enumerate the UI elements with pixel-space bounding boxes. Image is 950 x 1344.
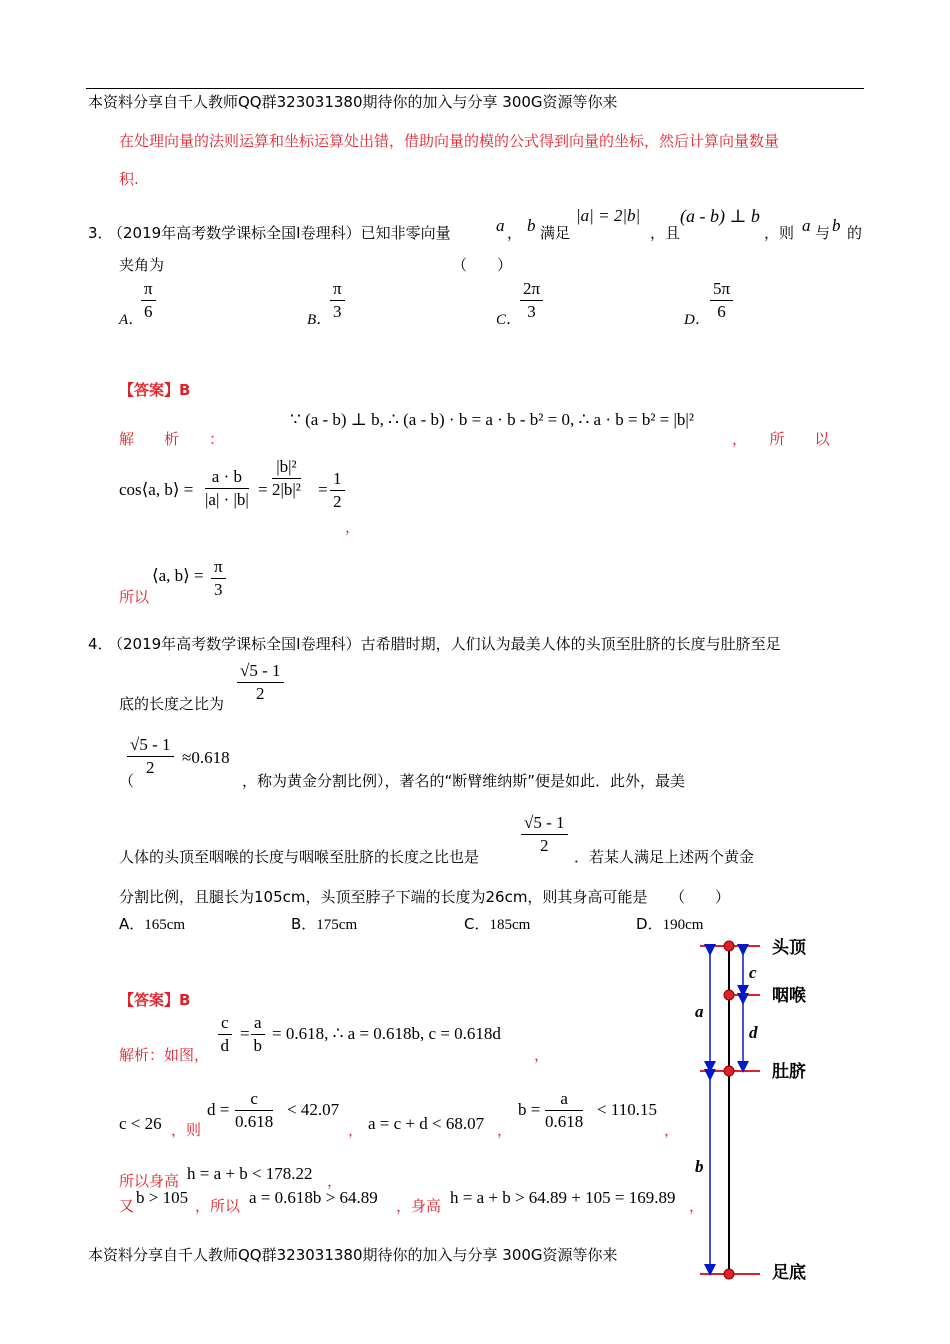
q3-var-b2: b — [832, 216, 841, 235]
option-label: D． — [684, 312, 710, 328]
label-b: b — [695, 1157, 704, 1176]
q4-paren-open: （ — [119, 772, 135, 790]
label-navel: 肚脐 — [772, 1062, 806, 1082]
q3-paren: （ ） — [452, 256, 513, 274]
fraction-denominator: |a| · |b| — [205, 490, 249, 509]
fraction-numerator: c — [235, 1088, 273, 1111]
q4-row4-end: ， — [689, 1197, 705, 1215]
q4-row4-you: 又 — [119, 1197, 135, 1215]
q4-line-2: 底的长度之比为 — [119, 695, 225, 713]
note-line-2: 积. — [119, 170, 139, 188]
q3-then: ，则 — [764, 224, 795, 242]
q4-analysis-label: 解析：如图， — [119, 1046, 210, 1064]
fraction-denominator: 2 — [333, 492, 342, 511]
q4-row2-a: a = c + d < 68.07 — [368, 1114, 485, 1133]
option-label: B． — [291, 915, 317, 933]
q4-row3-expr: h = a + b < 178.22 — [187, 1164, 313, 1183]
q4-line-5: 分割比例，且腿长为105cm，头顶至脖子下端的长度为26cm，则其身高可能是 （ ） — [119, 888, 730, 906]
q3-angle-fraction — [211, 556, 226, 601]
q3-angle-of: 的 — [847, 224, 863, 242]
q3-option-d-value — [710, 278, 733, 323]
option-label: A． — [119, 312, 144, 328]
page-footer: 本资料分享自千人教师QQ群323031380期待你的加入与分享 300G资源等你来 — [88, 1246, 618, 1264]
fraction-denominator: 3 — [214, 580, 223, 599]
q4-row3-label: 所以身高 — [119, 1172, 180, 1190]
throat-point — [724, 990, 734, 1000]
fraction-denominator: 0.618 — [545, 1112, 584, 1131]
q3-option-b[interactable] — [307, 308, 331, 329]
q4-line-1: （2019年高考数学课标全国Ⅰ卷理科）古希腊时期，人们认为最美人体的头顶至肚脐的长度与肚脐至足 — [108, 635, 781, 653]
label-d: d — [749, 1023, 758, 1042]
label-sole: 足底 — [772, 1263, 806, 1283]
q4-line-3: ，称为黄金分割比例），著名的“断臂维纳斯”便是如此．此外，最美 — [242, 772, 686, 790]
fraction-denominator: b — [253, 1036, 263, 1055]
q4-row2-sep-3: ， — [664, 1121, 680, 1139]
header-rule — [86, 88, 864, 89]
q4-option-b[interactable] — [291, 913, 357, 934]
q3-option-a-value — [141, 278, 156, 323]
q3-option-d[interactable] — [684, 308, 710, 329]
fraction-numerator: 5π — [710, 278, 733, 301]
q3-option-c[interactable] — [496, 308, 521, 329]
fraction-denominator: 2 — [256, 684, 265, 703]
q3-angle-lhs: ⟨a, b⟩ = — [152, 566, 204, 585]
q3-cos-fraction-2 — [272, 456, 301, 501]
option-label: C． — [464, 915, 490, 933]
label-throat: 咽喉 — [772, 986, 806, 1006]
sole-point — [724, 1269, 734, 1279]
fraction-numerator: √5 - 1 — [127, 734, 174, 757]
q4-option-c[interactable] — [464, 913, 530, 934]
q4-eq: = — [240, 1024, 250, 1043]
q4-row2-d-lhs: d = — [207, 1100, 230, 1119]
q4-row3-end: ， — [327, 1172, 343, 1190]
page-header: 本资料分享自千人教师QQ群323031380期待你的加入与分享 300G资源等你来 — [88, 93, 618, 111]
q4-row2-d-fraction — [235, 1088, 273, 1133]
q3-analysis-label: 解 析 ： — [119, 430, 225, 448]
q3-stem: （2019年高考数学课标全国Ⅰ卷理科）已知非零向量 — [108, 224, 451, 242]
fraction-numerator: 2π — [520, 278, 543, 301]
q3-option-a[interactable] — [119, 308, 143, 329]
q3-satisfy: 满足 — [540, 224, 571, 242]
q3-comma: ， — [507, 224, 523, 242]
option-value: 175cm — [316, 917, 358, 933]
q4-golden-ratio-2 — [127, 734, 174, 779]
option-label: C． — [496, 312, 522, 328]
q4-row2-b-rhs: < 110.15 — [597, 1100, 657, 1119]
fraction-numerator: a — [251, 1012, 265, 1035]
q3-analysis-formula: ∵ (a - b) ⊥ b, ∴ (a - b) · b = a · b - b² = 0, ∴ a · b = b² = |b|² — [290, 410, 694, 429]
fraction-denominator: d — [220, 1036, 230, 1055]
q3-option-b-value — [330, 278, 345, 323]
fraction-numerator: |b|² — [272, 456, 301, 479]
q4-number: 4． — [88, 635, 113, 653]
q4-row2-ze: ，则 — [171, 1121, 202, 1139]
golden-ratio-figure — [660, 930, 860, 1290]
q4-row2-d-rhs: < 42.07 — [287, 1100, 340, 1119]
q3-condition-1: |a| = 2|b| — [576, 206, 641, 225]
q4-row2-c: c < 26 — [119, 1114, 162, 1133]
option-label: A． — [119, 915, 145, 933]
fraction-denominator: 3 — [333, 302, 342, 321]
label-c: c — [749, 963, 757, 982]
q3-line-2: 夹角为 — [119, 256, 165, 274]
q4-row4-shengao: ，身高 — [396, 1197, 442, 1215]
q4-row4-b: b > 105 — [136, 1188, 189, 1207]
fraction-numerator: π — [211, 556, 226, 579]
fraction-numerator: √5 - 1 — [521, 812, 568, 835]
q4-row1-end: ， — [534, 1046, 550, 1064]
option-label: B． — [307, 312, 332, 328]
fraction-denominator: 3 — [527, 302, 536, 321]
q4-line-4: 人体的头顶至咽喉的长度与咽喉至肚脐的长度之比也是 — [119, 848, 480, 866]
q3-cos-lhs: cos⟨a, b⟩ = — [119, 480, 194, 499]
q3-cos-fraction-1 — [205, 466, 249, 511]
q3-condition-2: (a - b) ⊥ b — [680, 206, 760, 226]
q4-golden-ratio-3 — [521, 812, 568, 857]
fraction-numerator: √5 - 1 — [237, 660, 284, 683]
q4-row4-h: h = a + b > 64.89 + 105 = 169.89 — [450, 1188, 676, 1207]
fraction-numerator: c — [218, 1012, 232, 1035]
option-label: D． — [636, 915, 663, 933]
fraction-denominator: 6 — [144, 302, 153, 321]
q3-number: 3． — [88, 224, 113, 242]
option-value: 190cm — [662, 917, 704, 933]
fraction-denominator: 2 — [540, 836, 549, 855]
q3-cos-fraction-3 — [330, 468, 345, 513]
q4-ratio-cd — [218, 1012, 232, 1057]
q4-row2-sep-1: ， — [348, 1121, 364, 1139]
q3-option-c-value — [520, 278, 543, 323]
q3-suoyi-2: 所以 — [119, 588, 150, 606]
fraction-denominator: 0.618 — [235, 1112, 274, 1131]
fraction-denominator: 2|b|² — [272, 480, 301, 499]
q4-row1-rest: = 0.618, ∴ a = 0.618b, c = 0.618d — [272, 1024, 501, 1043]
navel-point — [724, 1066, 734, 1076]
q3-suoyi-1: ， 所 以 — [732, 430, 830, 448]
q4-row2-b-lhs: b = — [518, 1100, 541, 1119]
fraction-denominator: 2 — [146, 758, 155, 777]
q3-answer: 【答案】B — [119, 381, 191, 399]
q4-row4-a: a = 0.618b > 64.89 — [249, 1188, 378, 1207]
q3-var-a: a — [496, 216, 505, 235]
head-point — [724, 941, 734, 951]
q3-and: ，且 — [650, 224, 681, 242]
fraction-numerator: π — [141, 278, 156, 301]
fraction-numerator: π — [330, 278, 345, 301]
q4-row2-sep-2: ， — [497, 1121, 513, 1139]
q4-row4-suoyi: ，所以 — [195, 1197, 241, 1215]
fraction-numerator: a — [545, 1088, 583, 1111]
fraction-numerator: 1 — [330, 468, 345, 491]
q4-option-a[interactable] — [119, 913, 185, 934]
q3-var-a2: a — [802, 216, 811, 235]
q4-line-4b: ．若某人满足上述两个黄金 — [574, 848, 755, 866]
fraction-denominator: 6 — [717, 302, 726, 321]
q4-approx: ≈0.618 — [182, 748, 230, 767]
fraction-numerator: a · b — [205, 466, 249, 489]
q3-eq-2: = — [318, 480, 328, 499]
q3-comma-2: ， — [345, 518, 361, 536]
label-head: 头顶 — [772, 938, 806, 958]
label-a: a — [695, 1002, 704, 1021]
q4-golden-ratio-1 — [237, 660, 284, 705]
q3-var-b: b — [527, 216, 536, 235]
option-value: 165cm — [144, 917, 186, 933]
q4-row2-b-fraction — [545, 1088, 583, 1133]
option-value: 185cm — [489, 917, 531, 933]
q3-eq-1: = — [258, 480, 268, 499]
q4-answer: 【答案】B — [119, 991, 191, 1009]
q3-and2: 与 — [815, 224, 831, 242]
note-line-1: 在处理向量的法则运算和坐标运算处出错，借助向量的模的公式得到向量的坐标，然后计算向量数量 — [119, 132, 780, 150]
q4-ratio-ab — [251, 1012, 265, 1057]
